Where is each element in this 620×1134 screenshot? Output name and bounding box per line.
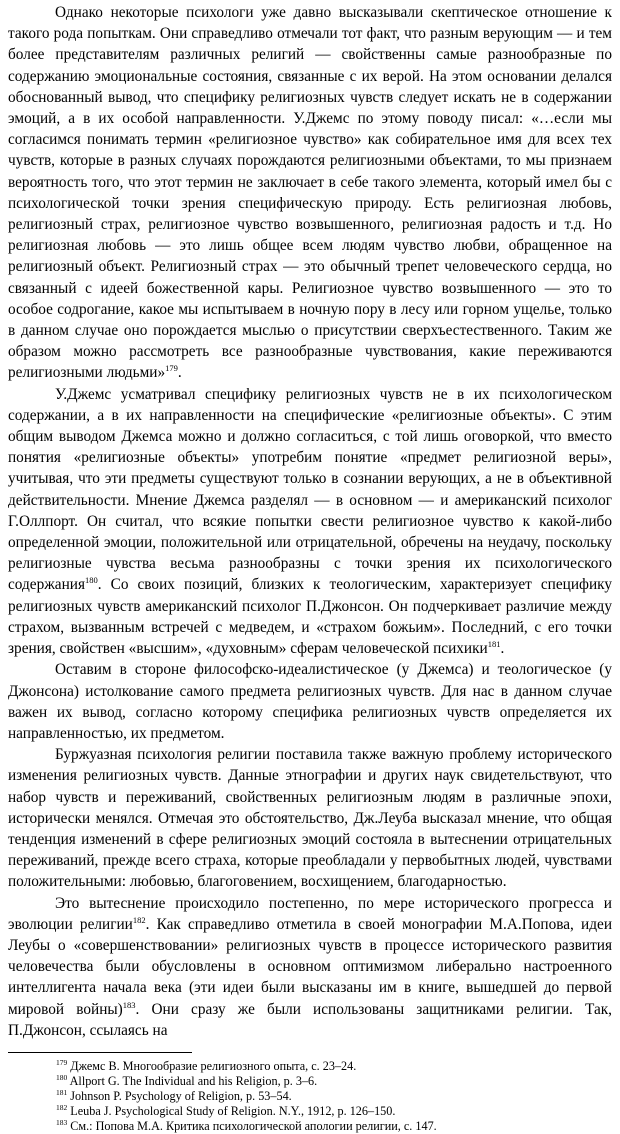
footnote-182: $^{182}$ Leuba J. Psychological Study of Religion. N.Y., 1912, p. 126–150. xyxy=(56,1102,396,1118)
footnote-ref-180: 180 xyxy=(85,575,98,586)
footnotes xyxy=(8,1059,612,1134)
paragraph-2: У.Джемс усматривал специфику религиозных чувств не в их психологическом содержании, а в их направленности на специфические «религиозные объекты». С этим общим выводом Джемса можно и должно согласиться, с той лишь оговоркой, что вместо понятия «религиозные объекты» употребим понятие «предмет религиозной веры», учитывая, что эти предметы существуют только в сознании верующих, а не в объективной действительности. Мнение Джемса разделял — в основном — и американский психолог Г.Оллпорт. Он считал, что всякие попытки свести религиозное чувство к какой-либо определенной эмоции, положительной или отрицательной, обречены на неудачу, поскольку религиозные чувства весьма разнообразны с точки зрения их психологического содержания$^{180}$. Со своих позиций, близких к теологическим, характеризует специфику религиозных чувств американский психолог П.Джонсон. Он подчеркивает различие между страхом, вызванным встречей с медведем, и «страхом божьим». Последний, с его точки зрения, свойствен «высшим», «духовным» сферам человеческой психики$^{181}$. xyxy=(8,385,612,658)
footnote-ref-182: 182 xyxy=(132,914,146,925)
footnote-179: $^{179}$ Джемс В. Многообразие религиозного опыта, с. 23–24. xyxy=(56,1057,357,1073)
footnote-ref-179: 179 xyxy=(165,363,178,374)
footnote-ref-183: 183 xyxy=(122,999,136,1010)
footnote-183: $^{183}$ См.: Попова М.А. Критика психологической апологии религии, с. 147. xyxy=(56,1117,437,1133)
footnote-divider xyxy=(8,1052,192,1053)
footnote-181: $^{181}$ Johnson P. Psychology of Religion, p. 53–54. xyxy=(56,1087,292,1103)
paragraph-1: Однако некоторые психологи уже давно высказывали скептическое отношение к такого рода попыткам. Они справедливо отмечали тот факт, что разным верующим — и тем более представителям различных религий — свойственны самые разнообразные по содержанию эмоциональные состояния, связанные с их верой. На этом основании делался обоснованный вывод, что специфику религиозных чувств следует искать не в содержании эмоций, а в их особой направленности. У.Джемс по этому поводу писал: «…если мы согласимся понимать термин «религиозное чувство» как собирательное имя для всех тех чувств, которые в разных случаях порождаются религиозными объектами, то мы признаем вероятность того, что этот термин не заключает в себе такого элемента, который имел бы с психологической точки зрения специфическую природу. Есть религиозная любовь, религиозный страх, религиозное чувство возвышенного, религиозная радость и т.д. Но религиозная любовь — это лишь общее всем людям чувство любви, обращенное на религиозный объект. Религиозный страх — это обычный трепет человеческого сердца, но связанный с идеей божественной кары. Религиозное чувство возвышенного — это то особое содрогание, какое мы испытываем в ночную пору в лесу или горном ущелье, только в данном случае оно порождается мыслью о присутствии сверхъестественного. Таким же образом можно рассмотреть все разнообразные чувствования, какие переживаются религиозными людьми»$^{179}$. xyxy=(8,4,612,382)
body-text xyxy=(8,2,612,1041)
footnote-180: $^{180}$ Allport G. The Individual and his Religion, p. 3–6. xyxy=(56,1072,318,1088)
paragraph-4: Буржуазная психология религии поставила также важную проблему исторического изменения религиозных чувств. Данные этнографии и других наук свидетельствуют, что набор чувств и переживаний, свойственных религиозным людям в различные эпохи, исторически менялся. Отмечая это обстоятельство, Дж.Леуба высказал мнение, что общая тенденция изменений в сфере религиозных эмоций состояла в вытеснении отрицательных переживаний, прежде всего страха, которые преобладали у первобытных людей, чувствами положительными: любовью, благоговением, восхищением, благодарностью. xyxy=(8,746,612,891)
footnote-ref-181: 181 xyxy=(487,639,501,650)
paragraph-3: Оставим в стороне философско-идеалистическое (у Джемса) и теологическое (у Джонсона) истолкование самого предмета религиозных чувств. Для нас в данном случае важен их вывод, согласно которому специфика религиозных чувств определяется их направленностью, их предметом. xyxy=(8,661,612,742)
paragraph-5: Это вытеснение происходило постепенно, по мере исторического прогресса и эволюции религии$^{182}$. Как справедливо отметила в своей монографии М.А.Попова, идеи Леубы о «совершенствовании» религиозных чувств в процессе исторического развития человечества были обусловлены в основном оптимизмом либерально настроенного интеллигента начала века (эти идеи были высказаны им в книге, вышедшей до первой мировой войны)$^{183}$. Они сразу же были использованы защитниками религии. Так, П.Джонсон, ссылаясь на xyxy=(8,894,613,1039)
